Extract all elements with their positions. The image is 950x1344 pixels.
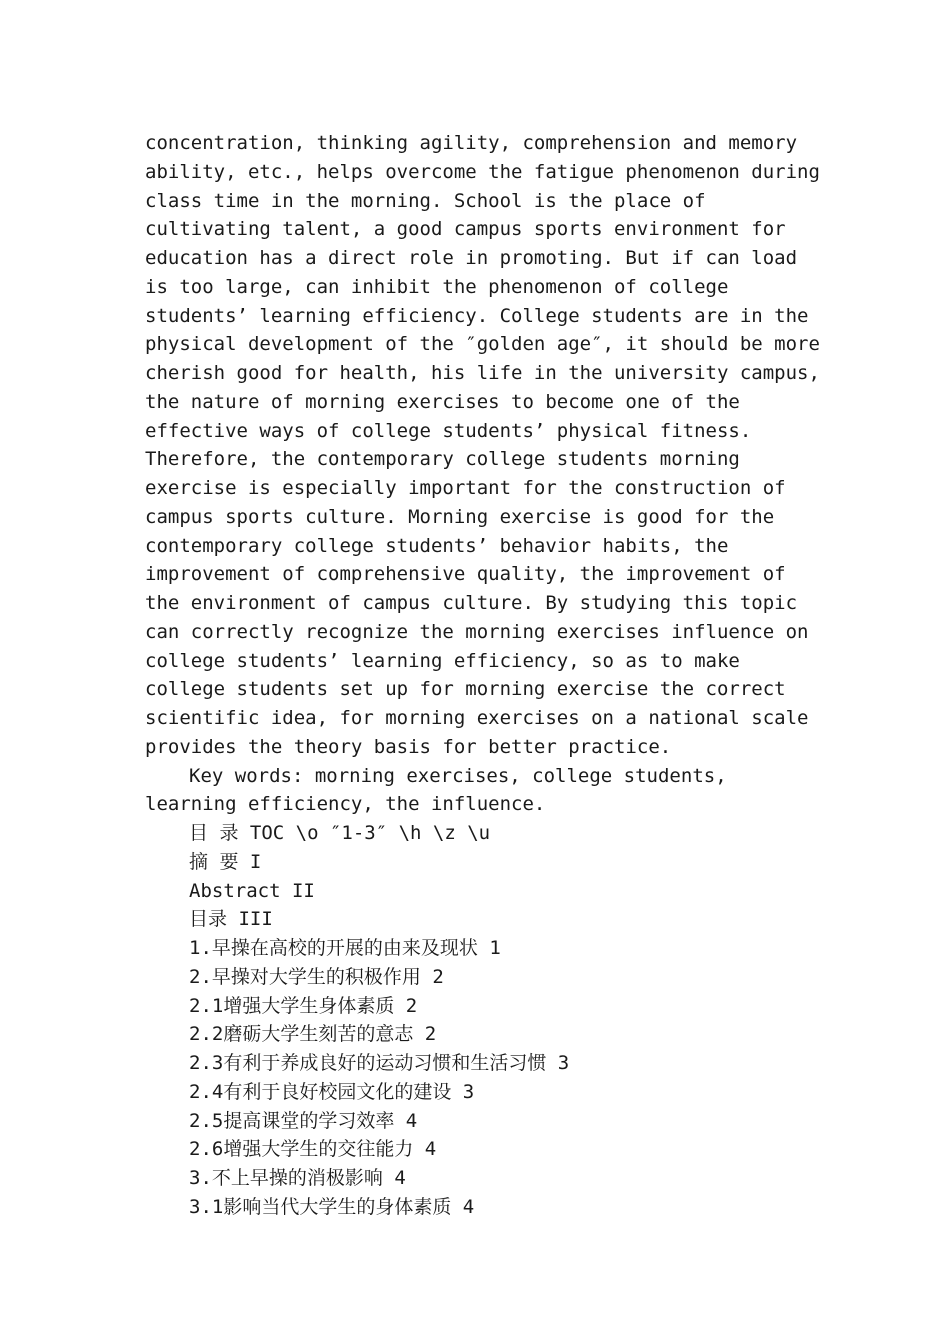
abstract-line: Therefore, the contemporary college students morning [145,448,740,471]
abstract-line: students’ learning efficiency. College students are in the [145,304,809,327]
abstract-line: campus sports culture. Morning exercise is good for the [145,505,775,528]
toc-entry: 摘 要 I [189,850,262,873]
toc-entry: Abstract II [189,879,315,902]
toc-entry: 2.3有利于养成良好的运动习惯和生活习惯 3 [189,1052,570,1074]
abstract-line: education has a direct role in promoting. But if can load [145,247,798,269]
toc-entry: 2.5提高课堂的学习效率 4 [189,1109,418,1132]
abstract-line: class time in the morning. School is the place of [145,189,706,212]
abstract-line: contemporary college students’ behavior habits, the [145,534,729,557]
abstract-line: the environment of campus culture. By studying this topic [145,592,798,614]
keywords-line: Key words: morning exercises, college students, [189,764,727,787]
abstract-line: ability, etc., helps overcome the fatigue phenomenon during [145,160,820,183]
abstract-line: improvement of comprehensive quality, the improvement of [145,563,786,586]
keywords-paragraph [145,762,825,820]
abstract-line: physical development of the ″golden age″, it should be more [145,333,820,356]
toc-heading: 目 录 TOC \o ″1-3″ \h \z \u [189,822,491,844]
toc-entry: 目录 III [189,908,273,931]
abstract-paragraph [145,129,825,762]
abstract-line: exercise is especially important for the construction of [145,477,786,499]
abstract-line: concentration, thinking agility, comprehension and memory [145,132,798,154]
abstract-line: is too large, can inhibit the phenomenon of college [145,275,729,298]
toc-entry: 1.早操在高校的开展的由来及现状 1 [189,937,501,959]
abstract-line: the nature of morning exercises to become one of the [145,390,740,413]
toc-entry: 2.4有利于良好校园文化的建设 3 [189,1080,475,1103]
table-of-contents [145,819,825,1222]
abstract-line: can correctly recognize the morning exercises influence on [145,620,809,643]
abstract-line: cultivating talent, a good campus sports environment for [145,218,786,241]
toc-entry: 2.2磨砺大学生刻苦的意志 2 [189,1023,437,1046]
abstract-line: college students set up for morning exercise the correct [145,678,786,701]
abstract-line: provides the theory basis for better practice. [145,735,672,758]
keywords-line: learning efficiency, the influence. [145,793,546,816]
document-body [145,129,825,1222]
abstract-line: effective ways of college students’ physical fitness. [145,419,752,442]
abstract-line: scientific idea, for morning exercises on a national scale [145,707,809,729]
toc-entry: 2.6增强大学生的交往能力 4 [189,1138,437,1161]
abstract-line: college students’ learning efficiency, so as to make [145,649,740,672]
abstract-line: cherish good for health, his life in the university campus, [145,362,820,384]
toc-entry: 2.1增强大学生身体素质 2 [189,994,418,1017]
toc-entry: 3.1影响当代大学生的身体素质 4 [189,1195,475,1218]
toc-entry: 2.早操对大学生的积极作用 2 [189,965,444,988]
toc-entry: 3.不上早操的消极影响 4 [189,1167,406,1189]
